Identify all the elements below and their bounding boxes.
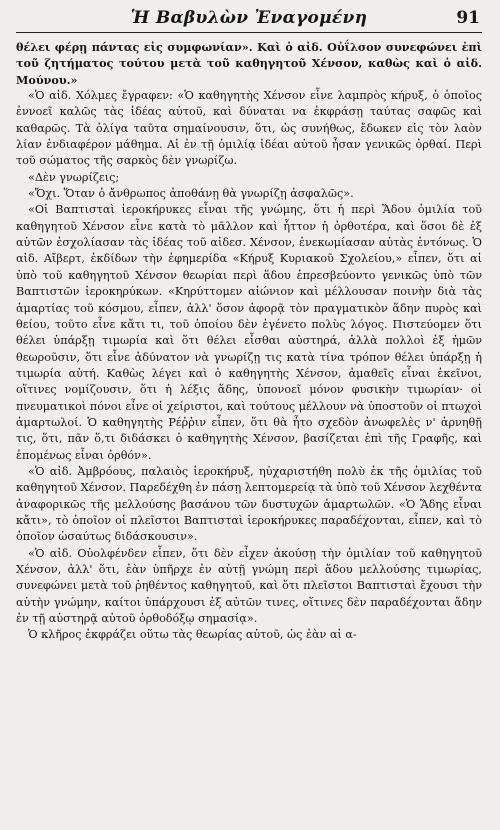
paragraph: Ὁ κλῆρος ἐκφράζει οὕτω τὰς θεωρίας αὐτοῦ, ὡς ἐὰν αἱ α- — [28, 628, 357, 642]
paragraph: «Ὁ αἰδ. Χόλμες ἔγραφεν: «Ὁ καθηγητὴς Χένσον εἶνε λαμπρὸς κήρυξ, ὁ ὁποῖος ἐννοεῖ καλῶς τὰς ἰδέας αὐτοῦ, καὶ δύναται να ἐκφράσῃ ταύτας σαφῶς καὶ καθαρῶς. Τὰ ὀλίγα ταῦτα σημαίνουσιν, ὅτι, ὡς συνήθως, ἔδωκεν εἰς τὸν λαὸν λίαν ἐνδιαφέρον μάθημα. Αἱ ἐν τῇ ὁμιλίᾳ ἰδέαι αὐτοῦ ἦσαν γενικῶς ὀρθαί. Περὶ τοῦ σώματος τῆς σαρκὸς δὲν γνωρίζω. — [16, 89, 482, 168]
paragraph: «Ὁ αἰδ. Ἀμβρόους, παλαιὸς ἱεροκήρυξ, ηὐχαριστήθη πολὺ ἐκ τῆς ὁμιλίας τοῦ καθηγητοῦ Χένσον. Παρεδέχθη ἐν πάσῃ λεπτομερείᾳ τὰ ὑπὸ τοῦ Χένσον λεχθέντα ἀναφορικῶς τῆς μελλούσης βασάνου τῶν δυστυχῶν ἁμαρτωλῶν. «Ὁ Ἅδης εἶναι κἄτι», τὸ ὁποῖον οἱ πλεῖστοι Βαπτισταὶ ἱεροκήρυκες παραδέχονται, εἶπεν, καὶ τὸ ὁποῖον ὡσαύτως διδάσκουσιν». — [16, 464, 482, 544]
paragraph: «Οἱ Βαπτισταὶ ἱεροκήρυκες εἶναι τῆς γνώμης, ὅτι ἡ περὶ Ἅδου ὁμιλία τοῦ καθηγητοῦ Χένσον εἶνε κατὰ τὸ μᾶλλον καὶ ἧττον ἡ ὀρθοτέρα, καὶ ὅσοι δὲ ἐξ αὐτῶν ἐσχολίασαν τὰς ἰδέας τοῦ αἰδεσ. Χένσον, ἐνεκωμίασαν αὐτὰς ἐντόνως. Ὁ αἰδ. Αἴβερτ, ἐκδίδων τὴν ἐφημερίδα «Κήρυξ Κυριακοῦ Σχολείου,» εἶπεν, ὅτι αἱ ὑπὸ τοῦ καθηγητοῦ Χένσον θεωρίαι περὶ ἅδου ἐπρεσβεύοντο γενικῶς ὑπὸ τῶν Βαπτιστῶν ἱεροκηρύκων. «Κηρύττομεν αἰώνιον καὶ μέλλουσαν ποινὴν διὰ τὰς ἁμαρτίας τοῦ κόσμου, εἶπεν, ἀλλ' ὅσον ἀφορᾷ τὸν πραγματικὸν ἅδην πυρὸς καὶ θείου, τοῦτο εἶνε κἄτι τι, τοῦ ὁποίου δὲν ἐγένετο πολὺς λόγος. Πιστεύομεν ὅτι θέλει ὑπάρξῃ τιμωρία καὶ ὅτι θέλει εἶσθαι αὐστηρά, ἀλλὰ πολλοὶ ἐξ ἡμῶν θεωροῦσιν, ὅτι εἶνε ἀδύνατον νὰ γνωρίζῃ τις κατὰ τίνα τρόπον θέλει ὑπάρξῃ ἡ τιμωρία αὐτή. Καθὼς λέγει καὶ ὁ καθηγητὴς Χένσον, ἀμαθεῖς εἶναι ἐκεῖνοι, οἵτινες νομίζουσιν, ὅτι ἡ λέξις ἅδης, ὑπονοεῖ μόνον φυσικὴν τιμωρίαν· οἱ πνευματικοὶ πόνοι εἶνε οἱ χείριστοι, καὶ τούτους μέλλουν νὰ ὑποστοῦν οἱ πτωχοὶ ἁμαρτωλοί. Ὁ καθηγητὴς Ρέῤῥιν εἶπεν, ὅτι θὰ ἦτο σχεδὸν ἀνωφελὲς ν' ἀρνηθῇ τις, ὅτι, πᾶν ὅ,τι διδάσκει ὁ καθηγητὴς Χένσον, βασίζεται ἐπὶ τῆς Γραφῆς, καὶ ἑπομένως εἶναι ὀρθόν». — [16, 203, 482, 462]
running-title: Ἡ Βαβυλὼν Ἐναγομένη — [130, 8, 368, 28]
paragraph: θέλει φέρῃ πάντας εἰς συμφωνίαν». Καὶ ὁ αἰδ. Οὐΐλσον συνεφώνει ἐπὶ τοῦ ζητήματος τούτου μετὰ τοῦ καθηγητοῦ Χένσον, καθὼς καὶ ὁ αἰδ. Μούνου.» — [16, 40, 482, 87]
page-number: 91 — [456, 8, 480, 28]
page-body — [16, 39, 482, 644]
paragraph: «Ὁ αἰδ. Οὐολφένδεν εἶπεν, ὅτι δὲν εἶχεν ἀκούσῃ τὴν ὁμιλίαν τοῦ καθηγητοῦ Χένσον, ἀλλ' ὅτι, ἐὰν ὑπῆρχε ἐν αὐτῇ γνώμη περὶ ἅδου μελλούσης τιμωρίας, συνεφώνει μετὰ τοῦ ῥηθέντος καθηγητοῦ, καὶ ὅτι πλεῖστοι Βαπτισταὶ ἔχουσι τὴν αὐτὴν γνώμην, καίτοι ὑπάρχουσι ἐξ αὐτῶν τινες, οἵτινες δὲν παραδέχονται ἅδην ἐν τῇ αὐστηρᾷ αὐτοῦ ὀρθοδόξῳ σημασίᾳ». — [16, 546, 482, 626]
paragraph: «Ὄχι. Ὅταν ὁ ἄνθρωπος ἀποθάνῃ θὰ γνωρίζῃ ἀσφαλῶς». — [28, 187, 354, 201]
page-header — [16, 6, 482, 33]
paragraph: «Δὲν γνωρίζεις; — [28, 170, 120, 184]
